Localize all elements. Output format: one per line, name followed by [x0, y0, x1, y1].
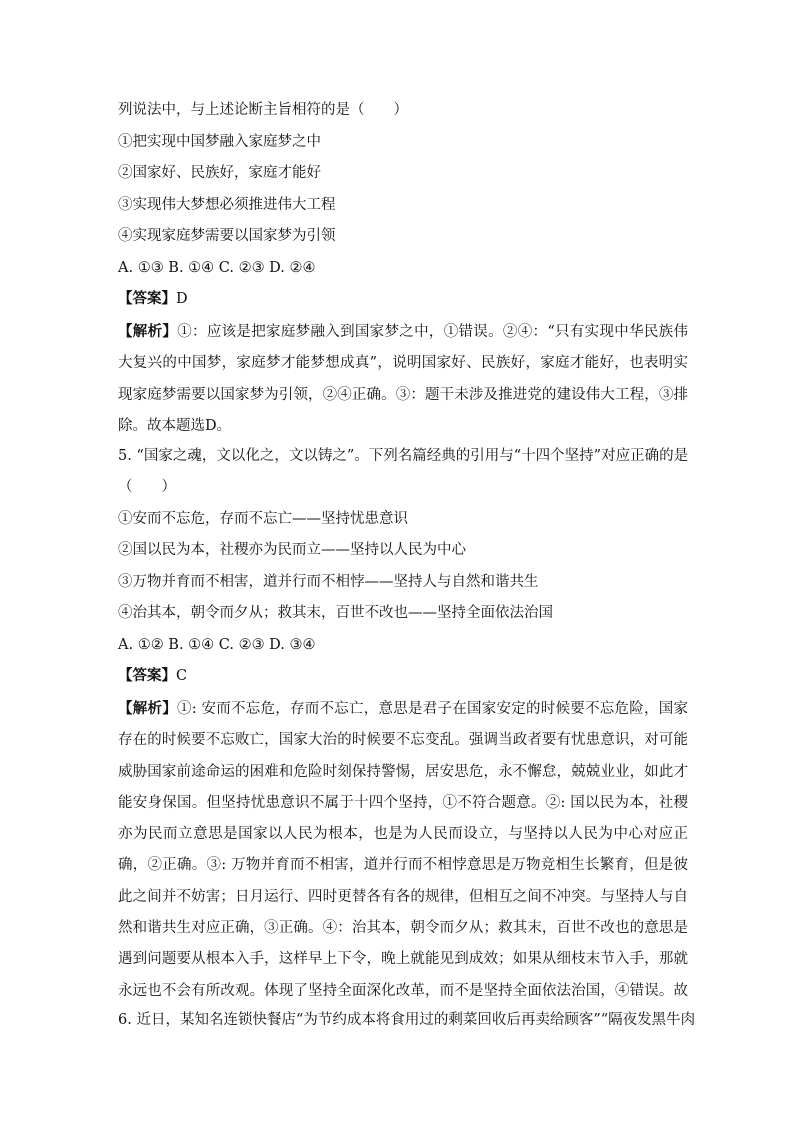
analysis-text: ①：应该是把家庭梦融入到国家梦之中，①错误。②④：“只有实现中华民族伟大复兴的中国梦，家庭梦才能梦想成真”，说明国家好、民族好，家庭才能好，也表明实现家庭梦需要以国家梦为引领，②④正确。③：题干未涉及推进党的建设伟大工程，③排除。故本题选D。 [118, 324, 688, 434]
question-4-option-1: ①把实现中国梦融入家庭梦之中 [118, 134, 321, 150]
question-4-option-2: ②国家好、民族好，家庭才能好 [118, 165, 321, 181]
question-4-stem-tail: 列说法中，与上述论断主旨相符的是（ ） [118, 102, 408, 118]
analysis-text: ①: 安而不忘危，存而不忘亡，意思是君子在国家安定的时候要不忘危险，国家存在的时候要不忘败亡，国家大治的时候要不忘变乱。强调当政者要有忧患意识，对可能威胁国家前途命运的困难和危险时刻保持警惕，居安思危，永不懈怠，兢兢业业，如此才能安身保国。但坚持忧患意识不属于十四个坚持，①不符合题意。②: 国以民为本，社稷亦为民而立意思是国家以人民为根本，也是为人民而设立，与坚持以人民为中心对应正确，②正确。③: 万物并育而不相害，道并行而不相悖意思是万物竞相生长繁育，但是彼此之间并不妨害；日月运行、四时更替各有各的规律，但相互之间不冲突。与坚持人与自然和谐共生对应正确，③正确。④：治其本，朝令而夕从；救其末，百世不改也的意思是遇到问题要从根本入手，这样早上下令，晚上就能见到成效；如果从细枝末节入手，那就永远也不会有所改观。体现了坚持全面深化改革，而不是坚持全面依法治国，④错误。故 [118, 701, 688, 999]
question-5-option-4: ④治其本，朝令而夕从；救其末，百世不改也——坚持全面依法治国 [118, 605, 553, 621]
question-4-answer [118, 289, 688, 309]
answer-label: 【答案】 [118, 290, 176, 307]
question-5-stem: 5. “国家之魂，文以化之，文以铸之”。下列名篇经典的引用与“十四个坚持”对应正确的是 [118, 448, 689, 464]
answer-value: C [176, 668, 188, 684]
analysis-label: 【解析】 [118, 323, 178, 340]
question-4-analysis [118, 316, 688, 442]
question-5-choices: A. ①② B. ①④ C. ②③ D. ③④ [118, 637, 316, 653]
question-5-stem-paren: （ ） [118, 479, 176, 495]
analysis-label: 【解析】 [118, 700, 177, 717]
question-4-choices: A. ①③ B. ①④ C. ②③ D. ②④ [118, 260, 316, 276]
answer-value: D [176, 291, 188, 307]
question-4-option-3: ③实现伟大梦想必须推进伟大工程 [118, 197, 336, 213]
question-5-option-1: ①安而不忘危，存而不忘亡——坚持忧患意识 [118, 511, 408, 527]
question-5-analysis [118, 693, 688, 1007]
question-6-stem-start: 6. 近日，某知名连锁快餐店“为节约成本将食用过的剩菜回收后再卖给顾客”“隔夜发黑牛肉 [118, 1012, 696, 1028]
question-5-answer [118, 666, 688, 686]
answer-label: 【答案】 [118, 667, 176, 684]
question-5-option-2: ②国以民为本，社稷亦为民而立——坚持以人民为中心 [118, 542, 466, 558]
question-4-option-4: ④实现家庭梦需要以国家梦为引领 [118, 228, 336, 244]
question-5-option-3: ③万物并育而不相害，道并行而不相悖——坚持人与自然和谐共生 [118, 574, 539, 590]
